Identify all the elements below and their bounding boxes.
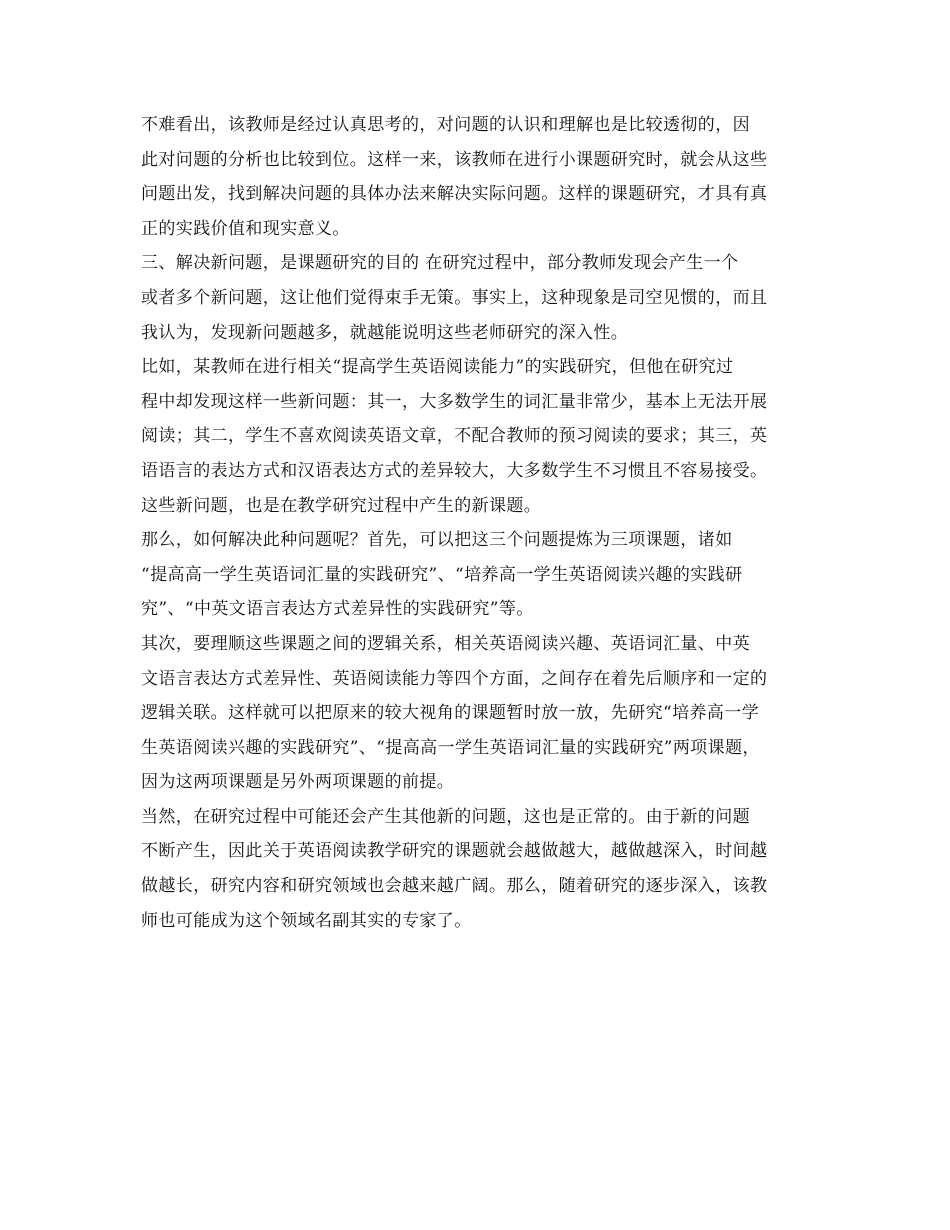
paragraph-second-step: [141, 627, 831, 800]
text-line: 不难看出，该教师是经过认真思考的，对问题的认识和理解也是比较透彻的，因: [141, 115, 750, 135]
text-line: 比如，某教师在进行相关“提高学生英语阅读能力”的实践研究，但他在研究过: [141, 357, 734, 378]
section-heading-line: 三、解决新问题，是课题研究的目的 在研究过程中，部分教师发现会产生一个: [141, 253, 739, 274]
text-line: 问题出发，找到解决问题的具体办法来解决实际问题。这样的课题研究，才具有真: [141, 184, 768, 205]
paragraph-analysis: [141, 108, 831, 246]
document-body: [141, 108, 831, 938]
text-line: 或者多个新问题，这让他们觉得束手无策。事实上，这种现象是司空见惯的，而且: [141, 287, 768, 308]
text-line: “提高高一学生英语词汇量的实践研究”、“培养高一学生英语阅读兴趣的实践研: [141, 564, 743, 585]
text-line: 究”、“中英文语言表达方式差异性的实践研究”等。: [141, 599, 534, 620]
text-line: 阅读；其二，学生不喜欢阅读英语文章，不配合教师的预习阅读的要求；其三，英: [141, 426, 768, 447]
text-line: 做越长，研究内容和研究领域也会越来越广阔。那么，随着研究的逐步深入，该教: [141, 876, 768, 897]
text-line: 此对问题的分析也比较到位。这样一来，该教师在进行小课题研究时，就会从这些: [141, 149, 768, 170]
text-line: 这些新问题，也是在教学研究过程中产生的新课题。: [141, 495, 542, 516]
text-line: 当然，在研究过程中可能还会产生其他新的问题，这也是正常的。由于新的问题: [141, 806, 750, 827]
paragraph-example: [141, 350, 831, 523]
text-line: 逻辑关联。这样就可以把原来的较大视角的课题暂时放一放，先研究“培养高一学: [141, 703, 760, 724]
text-line: 不断产生，因此关于英语阅读教学研究的课题就会越做越大，越做越深入，时间越: [141, 841, 768, 862]
text-line: 其次，要理顺这些课题之间的逻辑关系，相关英语阅读兴趣、英语词汇量、中英: [141, 633, 750, 654]
text-line: 师也可能成为这个领域名副其实的专家了。: [141, 910, 472, 931]
text-line: 因为这两项课题是另外两项课题的前提。: [141, 772, 455, 793]
text-line: 生英语阅读兴趣的实践研究”、“提高高一学生英语词汇量的实践研究”两项课题，: [141, 737, 760, 758]
text-line: 那么，如何解决此种问题呢？首先，可以把这三个问题提炼为三项课题，诸如: [141, 530, 733, 551]
paragraph-section-three: [141, 246, 831, 350]
text-line: 我认为，发现新问题越多，就越能说明这些老师研究的深入性。: [141, 322, 629, 343]
text-line: 程中却发现这样一些新问题：其一，大多数学生的词汇量非常少，基本上无法开展: [141, 391, 768, 412]
text-line: 文语言表达方式差异性、英语阅读能力等四个方面，之间存在着先后顺序和一定的: [141, 668, 768, 689]
text-line: 语语言的表达方式和汉语表达方式的差异较大，大多数学生不习惯且不容易接受。: [141, 460, 768, 481]
paragraph-conclusion: [141, 800, 831, 938]
text-line: 正的实践价值和现实意义。: [141, 218, 350, 239]
paragraph-first-step: [141, 523, 831, 627]
